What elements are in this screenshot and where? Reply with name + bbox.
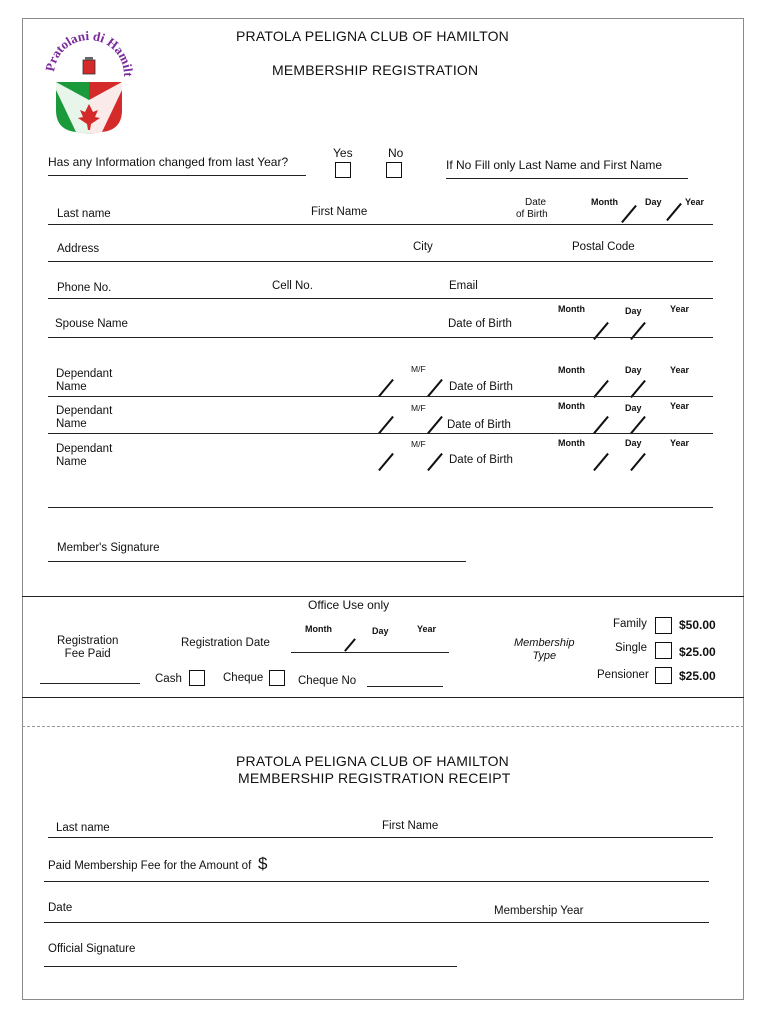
- dep2-line[interactable]: [48, 433, 713, 434]
- club-logo: [44, 30, 134, 140]
- cheque-no-label: Cheque No: [298, 675, 357, 687]
- logo-text: ratolani di Hami: [44, 30, 134, 70]
- reg-fee-label: Registration Fee Paid: [57, 635, 119, 660]
- spouse-month-label: Month: [558, 304, 585, 314]
- year-label: Year: [685, 197, 705, 207]
- official-signature-label: Official Signature: [48, 943, 136, 955]
- postal-code-label: Postal Code: [572, 241, 635, 253]
- note-underline: [446, 178, 688, 179]
- receipt-date-line[interactable]: [44, 922, 709, 923]
- phone-label: Phone No.: [57, 282, 112, 294]
- single-label: Single: [615, 642, 647, 654]
- name-line[interactable]: [48, 224, 713, 225]
- pensioner-label: Pensioner: [597, 669, 649, 681]
- receipt-title-2: MEMBERSHIP REGISTRATION RECEIPT: [238, 770, 511, 786]
- first-name-label: First Name: [311, 206, 368, 218]
- spouse-name-label: Spouse Name: [55, 318, 128, 330]
- phone-line[interactable]: [48, 298, 713, 299]
- cheque-label: Cheque: [223, 672, 264, 684]
- form-title: PRATOLA PELIGNA CLUB OF HAMILTON: [236, 28, 509, 44]
- dep3-label: Dependant Name: [56, 443, 113, 468]
- signature-line[interactable]: [48, 561, 466, 562]
- dob-label-2: of Birth: [516, 209, 548, 220]
- question-underline: [48, 175, 306, 176]
- dep2-label: Dependant Name: [56, 405, 113, 430]
- dep3-day-label: Day: [625, 438, 642, 448]
- cheque-no-line[interactable]: [367, 686, 443, 687]
- cell-label: Cell No.: [272, 280, 313, 292]
- reg-date-line[interactable]: [291, 652, 449, 653]
- cash-label: Cash: [155, 673, 182, 685]
- official-signature-line[interactable]: [44, 966, 457, 967]
- month-label: Month: [591, 197, 618, 207]
- signature-label: Member's Signature: [57, 542, 160, 554]
- spouse-year-label: Year: [670, 304, 690, 314]
- dollar-sign: $: [258, 854, 268, 873]
- receipt-last-name-label: Last name: [56, 822, 110, 834]
- yes-label: Yes: [333, 146, 353, 160]
- dep1-label: Dependant Name: [56, 368, 113, 393]
- address-line[interactable]: [48, 261, 713, 262]
- dep2-dob-label: Date of Birth: [447, 419, 511, 431]
- reg-date-label: Registration Date: [181, 637, 270, 649]
- dep1-day-label: Day: [625, 365, 642, 375]
- receipt-date-label: Date: [48, 902, 73, 914]
- cash-checkbox[interactable]: [189, 670, 205, 686]
- last-name-label: Last name: [57, 208, 111, 220]
- yes-checkbox[interactable]: [335, 162, 351, 178]
- spouse-day-label: Day: [625, 306, 642, 316]
- dep2-year-label: Year: [670, 401, 690, 411]
- spouse-dob-label: Date of Birth: [448, 318, 512, 330]
- paid-fee-line[interactable]: [44, 881, 709, 882]
- receipt-first-name-label: First Name: [382, 820, 439, 832]
- reg-year-label: Year: [417, 624, 437, 634]
- cut-line: [22, 726, 744, 727]
- reg-fee-line[interactable]: [40, 683, 140, 684]
- family-price: $50.00: [679, 618, 716, 632]
- cheque-checkbox[interactable]: [269, 670, 285, 686]
- family-checkbox[interactable]: [655, 617, 672, 634]
- day-label: Day: [645, 197, 662, 207]
- dep2-mf-label: M/F: [411, 403, 426, 413]
- dep1-mf-label: M/F: [411, 364, 426, 374]
- pensioner-price: $25.00: [679, 669, 716, 683]
- family-label: Family: [613, 618, 647, 630]
- spouse-line[interactable]: [48, 337, 713, 338]
- single-checkbox[interactable]: [655, 642, 672, 659]
- receipt-title-1: PRATOLA PELIGNA CLUB OF HAMILTON: [236, 753, 509, 769]
- city-label: City: [413, 241, 433, 253]
- pensioner-checkbox[interactable]: [655, 667, 672, 684]
- no-checkbox[interactable]: [386, 162, 402, 178]
- dep1-year-label: Year: [670, 365, 690, 375]
- dob-label-1: Date: [525, 197, 547, 208]
- dep1-line[interactable]: [48, 396, 713, 397]
- paid-fee-label: Paid Membership Fee for the Amount of: [48, 860, 252, 872]
- email-label: Email: [449, 280, 478, 292]
- receipt-name-line[interactable]: [48, 837, 713, 838]
- membership-year-label: Membership Year: [494, 905, 584, 917]
- no-note: If No Fill only Last Name and First Name: [446, 158, 663, 172]
- dep3-dob-label: Date of Birth: [449, 454, 513, 466]
- reg-month-label: Month: [305, 624, 332, 634]
- membership-type-label: Membership Type: [514, 637, 575, 662]
- dep3-mf-label: M/F: [411, 439, 426, 449]
- dep3-month-label: Month: [558, 438, 585, 448]
- single-price: $25.00: [679, 645, 716, 659]
- office-title: Office Use only: [308, 598, 390, 612]
- dep3-line[interactable]: [48, 507, 713, 508]
- reg-day-label: Day: [372, 626, 389, 636]
- address-label: Address: [57, 243, 100, 255]
- dep3-year-label: Year: [670, 438, 690, 448]
- no-label: No: [388, 146, 404, 160]
- form-subtitle: MEMBERSHIP REGISTRATION: [272, 62, 479, 78]
- question-text: Has any Information changed from last Year?: [48, 155, 289, 169]
- dep1-dob-label: Date of Birth: [449, 381, 513, 393]
- dep2-month-label: Month: [558, 401, 585, 411]
- dep2-day-label: Day: [625, 403, 642, 413]
- dep1-month-label: Month: [558, 365, 585, 375]
